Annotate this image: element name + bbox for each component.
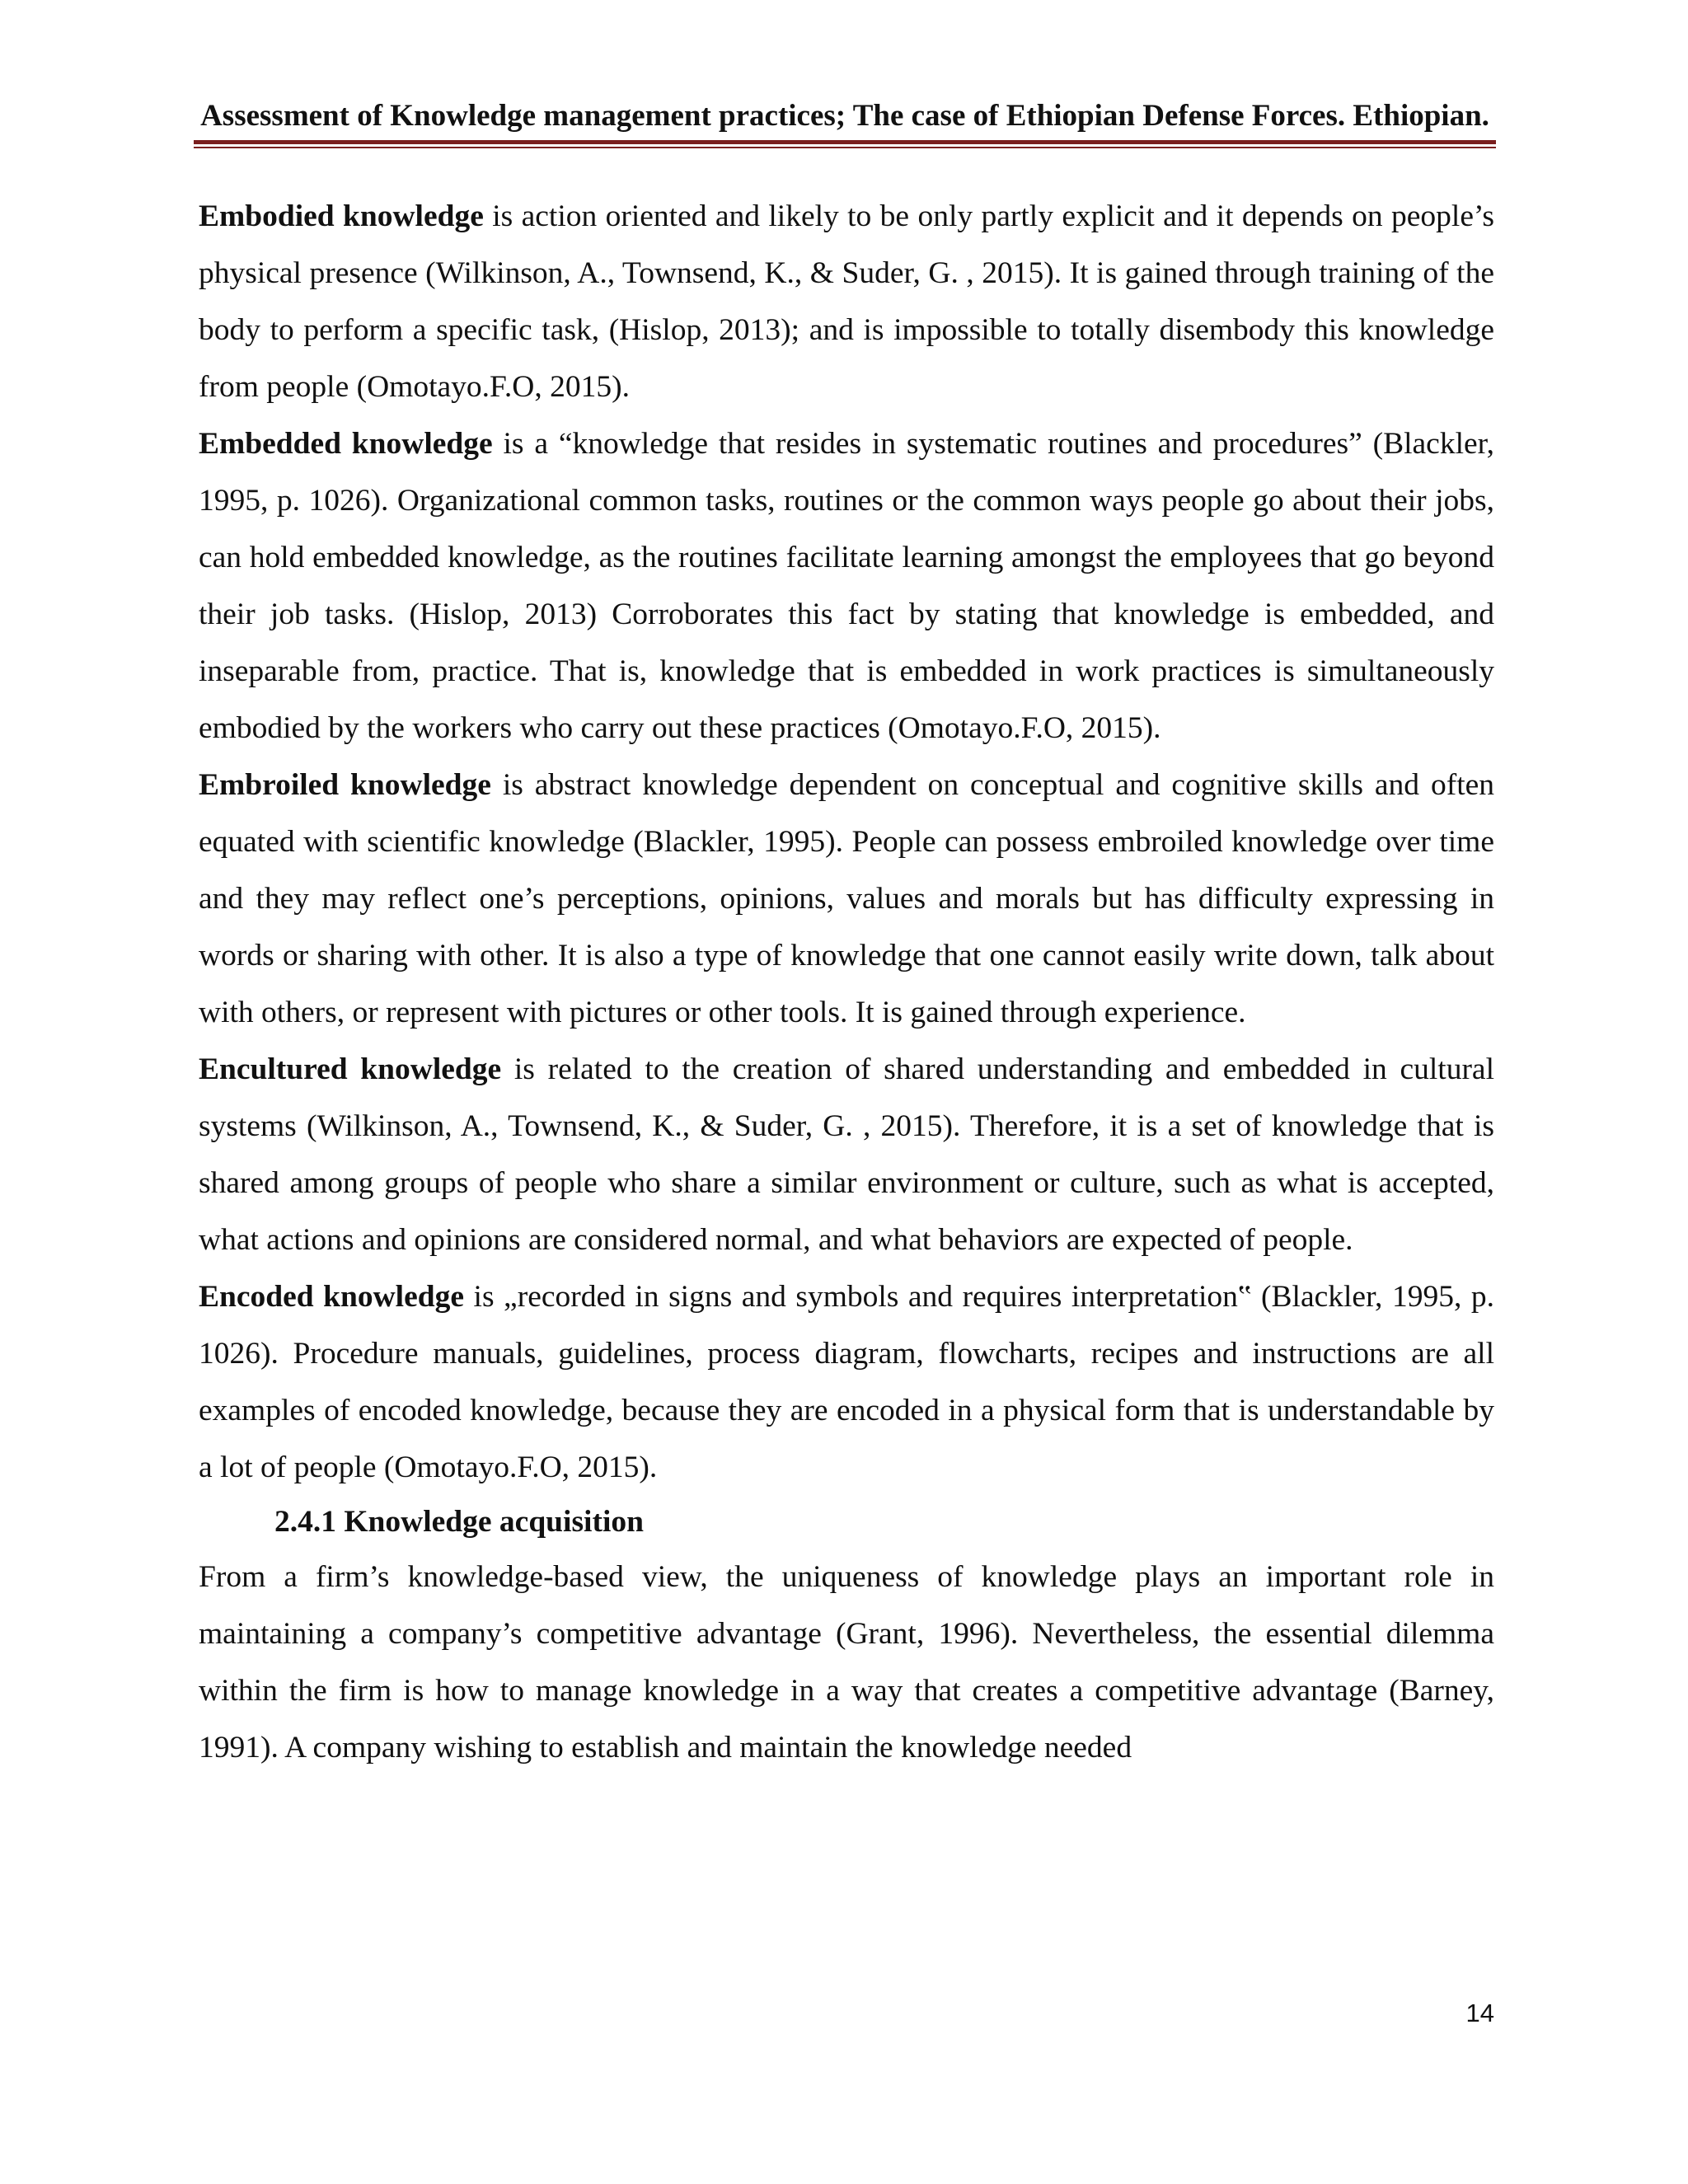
header-rule-thin: [194, 147, 1496, 148]
paragraph-embroiled-knowledge: [199, 757, 1494, 1041]
paragraph-encultured-knowledge: [199, 1041, 1494, 1268]
term-embedded-knowledge: Embedded knowledge: [199, 427, 493, 461]
term-embroiled-knowledge: Embroiled knowledge: [199, 768, 491, 802]
running-header: Assessment of Knowledge management practices; The case of Ethiopian Defense Forces. Ethiopian.: [200, 99, 1489, 133]
paragraph-text: is a “knowledge that resides in systematic routines and procedures” (Blackler, 1995, p. 1026). Organizational common tasks, routines or the common ways people go about their jobs, can hold embedded knowledge, as the routines facilitate learning amongst the employees that go beyond their job tasks. (Hislop, 2013) Corroborates this fact by stating that knowledge is embedded, and inseparable from, practice. That is, knowledge that is embedded in work practices is simultaneously embodied by the workers who carry out these practices (Omotayo.F.O, 2015).: [199, 427, 1494, 745]
paragraph-text: is related to the creation of shared understanding and embedded in cultural systems (Wilkinson, A., Townsend, K., & Suder, G. , 2015). Therefore, it is a set of knowledge that is shared among groups of people who share a similar environment or culture, such as what is accepted, what actions and opinions are considered normal, and what behaviors are expected of people.: [199, 1052, 1494, 1257]
term-encoded-knowledge: Encoded knowledge: [199, 1280, 464, 1314]
paragraph-embedded-knowledge: [199, 415, 1494, 757]
paragraph-text: is „recorded in signs and symbols and requires interpretation‟ (Blackler, 1995, p. 1026). Procedure manuals, guidelines, process diagram, flowcharts, recipes and instructions are all examples of encoded knowledge, because they are encoded in a physical form that is understandable by a lot of people (Omotayo.F.O, 2015).: [199, 1280, 1494, 1484]
paragraph-text: is action oriented and likely to be only partly explicit and it depends on people’s physical presence (Wilkinson, A., Townsend, K., & Suder, G. , 2015). It is gained through training of the body to perform a specific task, (Hislop, 2013); and is impossible to totally disembody this knowledge from people (Omotayo.F.O, 2015).: [199, 199, 1494, 404]
header-rule-thick: [194, 140, 1496, 144]
paragraph-knowledge-acquisition: From a firm’s knowledge-based view, the uniqueness of knowledge plays an important role in maintaining a company’s competitive advantage (Grant, 1996). Nevertheless, the essential dilemma within the firm is how to manage knowledge in a way that creates a competitive advantage (Barney, 1991). A company wishing to establish and maintain the knowledge needed: [199, 1560, 1494, 1765]
term-embodied-knowledge: Embodied knowledge: [199, 199, 484, 233]
page-number: 14: [1465, 1999, 1494, 2027]
section-heading: 2.4.1 Knowledge acquisition: [274, 1505, 644, 1539]
paragraph-encoded-knowledge: [199, 1268, 1494, 1496]
body-text: [199, 188, 1494, 1776]
paragraph-embodied-knowledge: [199, 188, 1494, 415]
term-encultured-knowledge: Encultured knowledge: [199, 1052, 502, 1086]
paragraph-text: is abstract knowledge dependent on conceptual and cognitive skills and often equated with scientific knowledge (Blackler, 1995). People can possess embroiled knowledge over time and they may reflect one’s perceptions, opinions, values and morals but has difficulty expressing in words or sharing with other. It is also a type of knowledge that one cannot easily write down, talk about with others, or represent with pictures or other tools. It is gained through experience.: [199, 768, 1495, 1029]
